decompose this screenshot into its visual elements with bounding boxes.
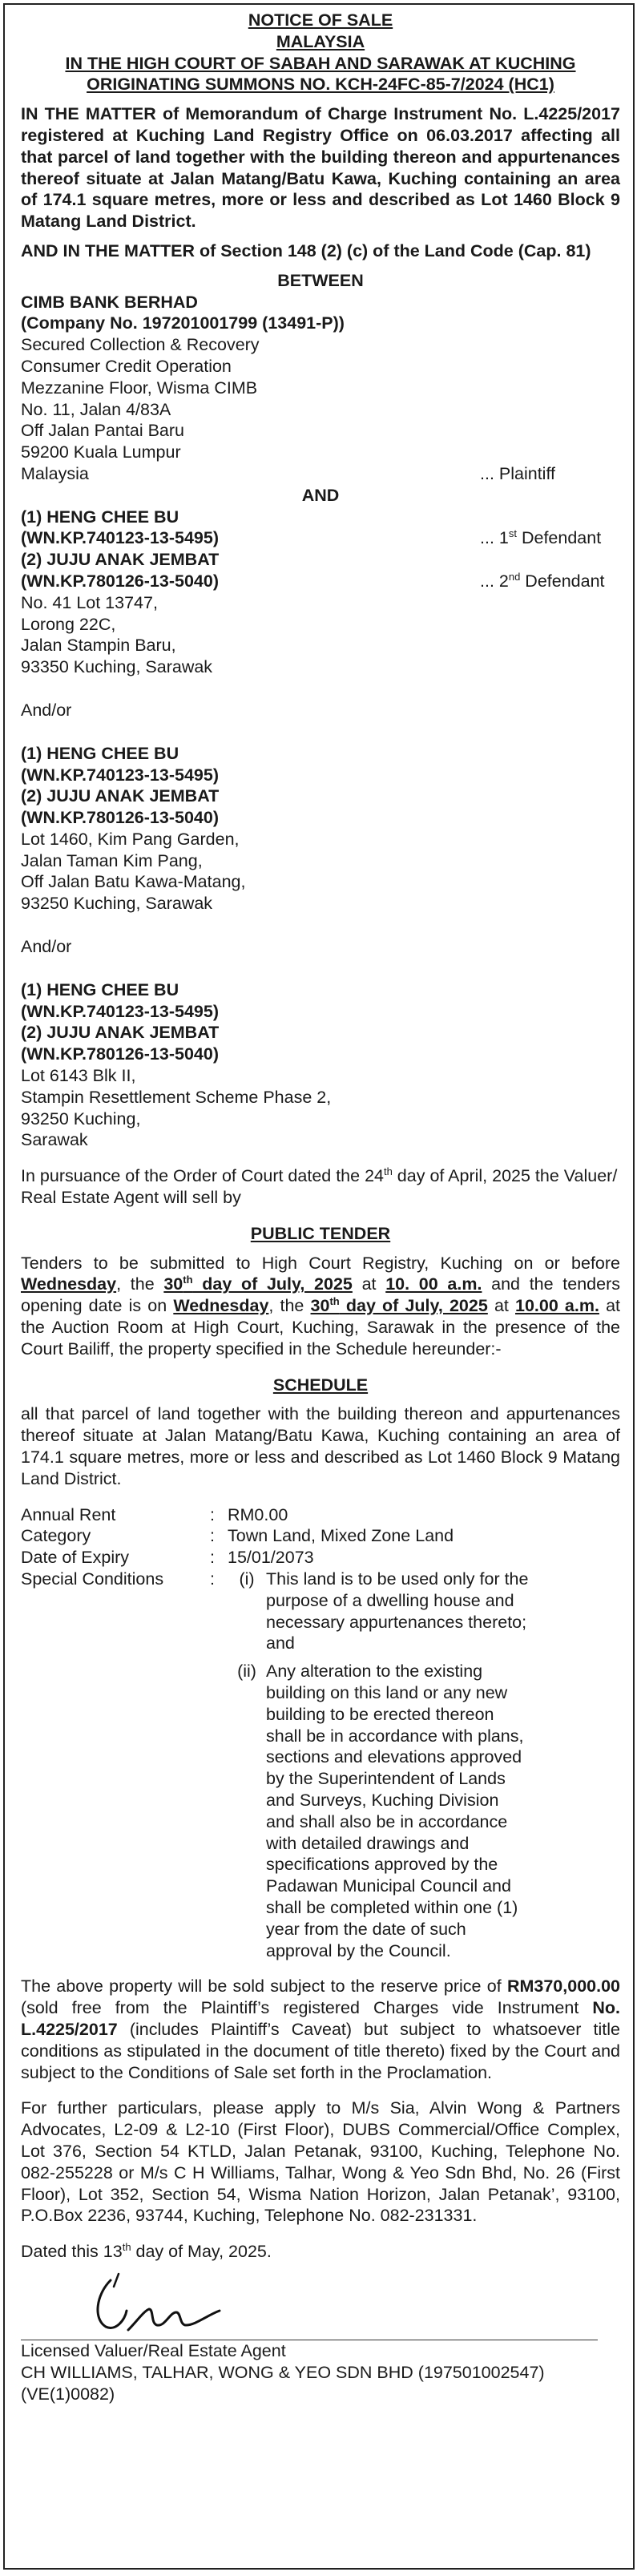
defendant-address-line: 93250 Kuching, [21,1108,141,1129]
and-or-separator: And/or [21,700,72,720]
expiry-row: Date of Expiry : 15/01/2073 [21,1548,314,1568]
defendant-address-line: Off Jalan Batu Kawa-Matang, [21,872,246,892]
defendant-name-line: (2) JUJU ANAK JEMBAT [21,786,220,806]
condition-text: This land is to be used only for the purpose of a dwelling house and necessary appurtenances thereto; and [266,1569,529,1653]
expiry-label: Date of Expiry [21,1548,130,1568]
notice-of-sale-document [21,10,620,2404]
special-conditions-row: Special Conditions : (i) This land is to be used only for the purpose of a dwelling house and necessary appurtenances thereto; and (ii) Any alteration to the existing building on this land or any new building to be erected thereon shall be in accordance with plans, sections and elevations approved by the Superintendent of Lands and Surveys, Kuching Division and shall also be in accordance with detailed drawings and specifications approved by the Padawan Municipal Council and shall be completed within one (1) year from the date of such approval by the Council. [21,1569,529,1960]
plaintiff-address-line: Mezzanine Floor, Wisma CIMB [21,378,258,398]
plaintiff-address-line: 59200 Kuala Lumpur [21,442,181,462]
dated-line: Dated this 13th day of May, 2025. [21,2240,272,2262]
condition-number: (ii) [237,1661,256,1682]
plaintiff-company-no: (Company No. 197201001799 (13491-P)) [21,313,345,333]
defendant-address-line: Lot 6143 Blk II, [21,1066,136,1086]
plaintiff-role: ... Plaintiff [480,463,556,483]
defendant-name-line: (1) HENG CHEE BU [21,979,179,999]
public-tender-paragraph: Tenders to be submitted to High Court Registry, Kuching on or before Wednesday, the 30th day of July, 2025 at 10. 00 a.m. and the tenders opening date is on Wednesday, the 30th day of July, 2025 at 10.00 a.m. at the Auction Room at High Court, Kuching, Sarawak in the presence of the Court Bailiff, the property specified in the Schedule hereunder:- [21,1253,621,1359]
defendant-1-name: (1) HENG CHEE BU [21,507,179,527]
agent-role: Licensed Valuer/Real Estate Agent [21,2340,286,2360]
plaintiff-address-line: Malaysia [21,463,89,483]
matter-land-code-paragraph: AND IN THE MATTER of Section 148 (2) (c) of the Land Code (Cap. 81) [21,240,591,260]
defendant-2-row [21,571,620,592]
plaintiff-last-row [21,463,620,485]
reserve-price-paragraph: The above property will be sold subject to the reserve price of RM370,000.00 (sold free from the Plaintiff’s registered Charges vide Instrument No. L.4225/2017 (includes Plaintiff’s Caveat) but subject to whatsoever title conditions as stipulated in the document of title thereto) fixed by the Court and subject to the Conditions of Sale set forth in the Proclamation. [21,1976,620,2082]
category-label: Category [21,1526,91,1546]
annual-rent-row: Annual Rent : RM0.00 [21,1504,288,1524]
defendant-address-line: Jalan Taman Kim Pang, [21,850,203,870]
defendant-1-ic: (WN.KP.740123-13-5495) [21,528,219,548]
agent-firm: CH WILLIAMS, TALHAR, WONG & YEO SDN BHD (197501002547) (VE(1)0082) [21,2362,545,2404]
defendant-2-role: ... 2nd Defendant [480,570,605,591]
summons-heading: ORIGINATING SUMMONS NO. KCH-24FC-85-7/2024 (HC1) [87,75,554,95]
defendant-1-role: ... 1st Defendant [480,527,602,548]
defendant-name-line: (WN.KP.740123-13-5495) [21,1001,219,1021]
defendant-address-line: Stampin Resettlement Scheme Phase 2, [21,1087,332,1107]
handwritten-signature [79,2263,255,2340]
defendant-address-line: 93250 Kuching, Sarawak [21,894,213,914]
annual-rent-label: Annual Rent [21,1504,116,1524]
schedule-description: all that parcel of land together with the building thereon and appurtenances thereof situate at Jalan Matang/Batu Kawa, Kuching containing an area of 174.1 square metres, more or less and described as Lot 1460 Block 9 Matang Land District. [21,1404,620,1488]
condition-number: (i) [239,1569,255,1589]
defendant-name-line: (WN.KP.780126-13-5040) [21,1044,219,1064]
defendant-1-row [21,527,620,549]
between-heading: BETWEEN [277,270,364,290]
category-value: Town Land, Mixed Zone Land [228,1526,454,1546]
defendant-name-line: (WN.KP.740123-13-5495) [21,765,219,785]
defendant-address-line: No. 41 Lot 13747, [21,592,158,612]
condition-item [228,1661,529,1961]
category-row: Category : Town Land, Mixed Zone Land [21,1526,454,1546]
plaintiff-address-line: Off Jalan Pantai Baru [21,421,184,441]
defendant-address-line: Lorong 22C, [21,614,116,634]
country-heading: MALAYSIA [276,31,365,51]
special-conditions-list [228,1569,529,1961]
defendant-name-line: (WN.KP.780126-13-5040) [21,808,219,828]
and-heading: AND [301,485,340,505]
defendant-address-line: Jalan Stampin Baru, [21,636,176,656]
plaintiff-address-line: No. 11, Jalan 4/83A [21,399,171,419]
pursuance-paragraph: In pursuance of the Order of Court dated the 24th day of April, 2025 the Valuer/ Real Estate Agent will sell by [21,1165,618,1208]
notice-title: NOTICE OF SALE [248,10,393,30]
defendant-2-name: (2) JUJU ANAK JEMBAT [21,550,220,570]
and-or-separator: And/or [21,937,72,957]
defendant-address-line: Lot 1460, Kim Pang Garden, [21,829,240,849]
plaintiff-address-line: Consumer Credit Operation [21,356,232,376]
public-tender-heading: PUBLIC TENDER [250,1223,391,1243]
court-heading: IN THE HIGH COURT OF SABAH AND SARAWAK AT KUCHING [65,53,576,73]
schedule-heading: SCHEDULE [272,1375,369,1395]
defendant-address-line: Sarawak [21,1130,88,1150]
plaintiff-name: CIMB BANK BERHAD [21,292,198,312]
expiry-value: 15/01/2073 [228,1548,314,1568]
condition-text: Any alteration to the existing building on this land or any new building to be erected thereon shall be in accordance with plans, sections and elevations approved by the Superintendent of Lands and Surveys, Kuching Division and shall also be in accordance with detailed drawings and specifications approved by the Padawan Municipal Council and shall be completed within one (1) year from the date of such approval by the Council. [266,1661,524,1960]
defendant-name-line: (2) JUJU ANAK JEMBAT [21,1023,220,1043]
defendant-2-ic: (WN.KP.780126-13-5040) [21,571,219,591]
condition-item [228,1569,529,1654]
matter-charge-paragraph: IN THE MATTER of Memorandum of Charge Instrument No. L.4225/2017 registered at Kuching Land Registry Office on 06.03.2017 affecting all that parcel of land together with the building thereon and appurtenances thereof situate at Jalan Matang/Batu Kawa, Kuching containing an area of 174.1 square metres, more or less and described as Lot 1460 Block 9 Matang Land District. [21,104,620,232]
annual-rent-value: RM0.00 [228,1504,288,1524]
special-conditions-label: Special Conditions [21,1569,164,1589]
signature [21,2263,620,2340]
plaintiff-address-line: Secured Collection & Recovery [21,335,260,355]
further-particulars-paragraph: For further particulars, please apply to M/s Sia, Alvin Wong & Partners Advocates, L2-09 & L2-10 (First Floor), DUBS Commercial/Office Complex, Lot 376, Section 54 KTLD, Jalan Petanak, 93100, Kuching, Telephone No. 082-255228 or M/s C H Williams, Talhar, Wong & Yeo Sdn Bhd, No. 26 (First Floor), Lot 352, Section 54, Wisma Nation Horizon, Jalan Petanak’, 93100, P.O.Box 2236, 93744, Kuching, Telephone No. 082-231331. [21,2098,620,2226]
defendant-address-line: 93350 Kuching, Sarawak [21,657,213,677]
defendant-name-line: (1) HENG CHEE BU [21,743,179,763]
